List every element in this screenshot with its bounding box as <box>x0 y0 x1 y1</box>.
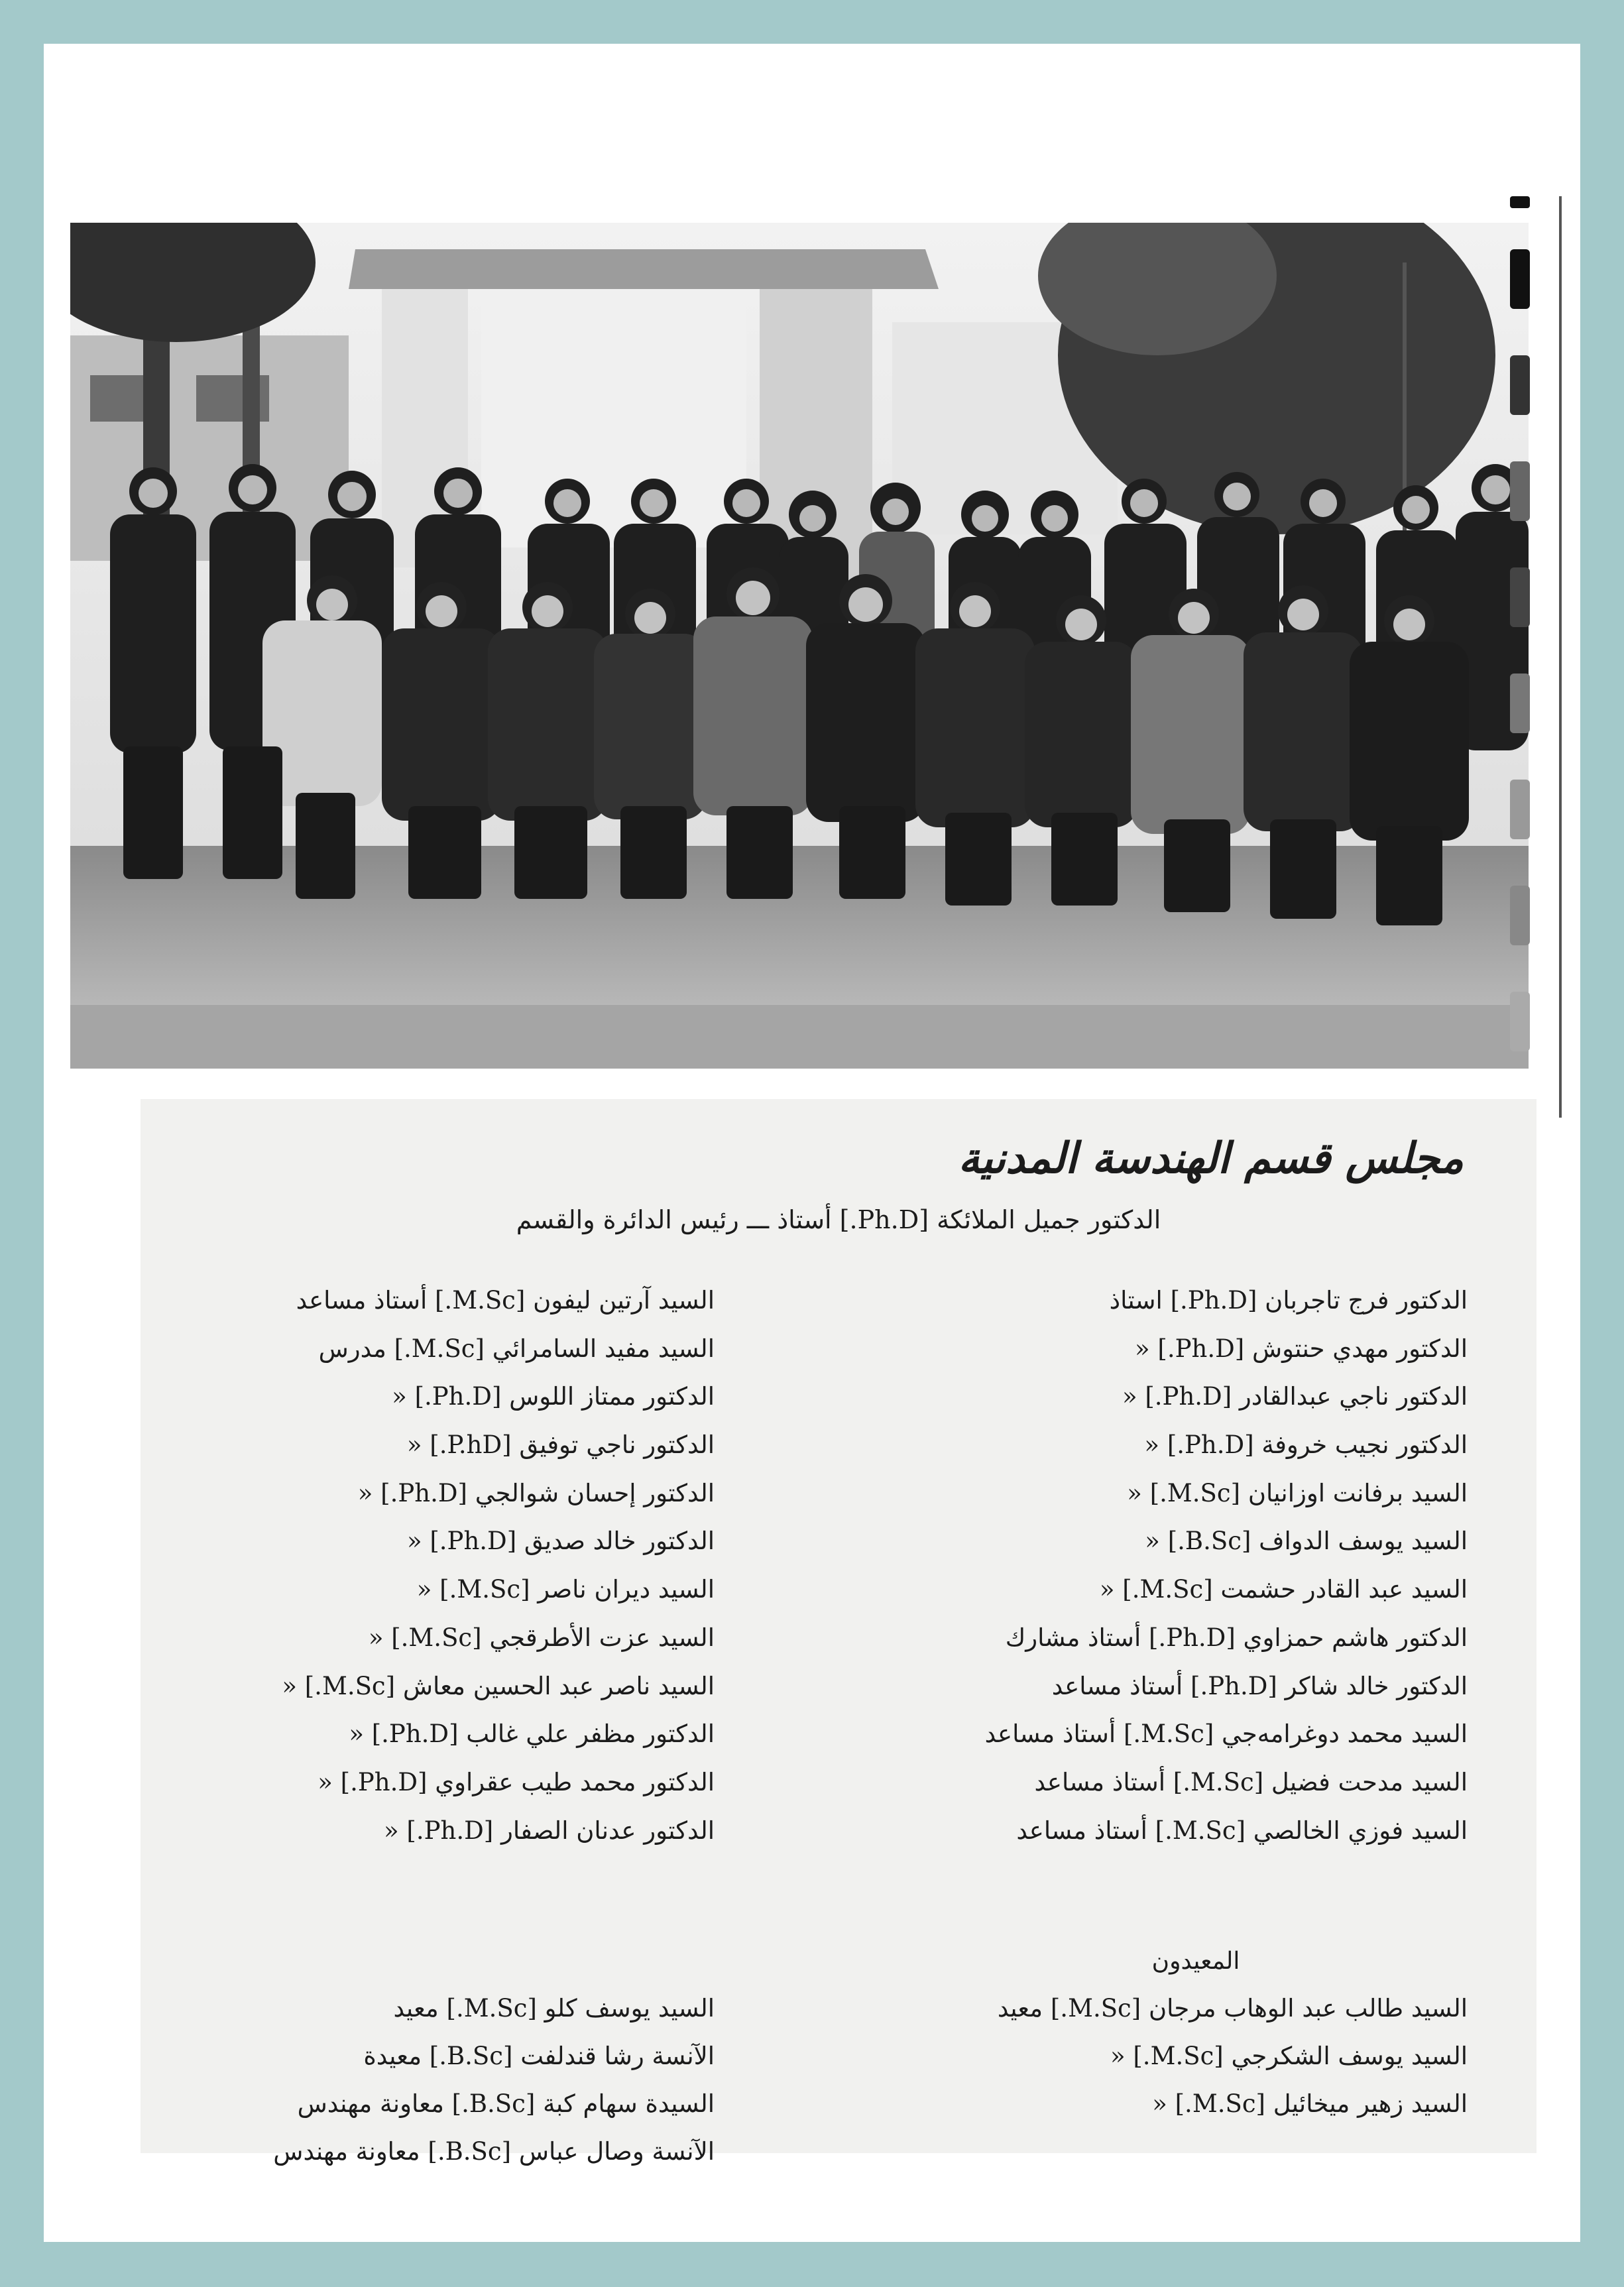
assistant-row: السيد يوسف كلو [M.Sc.] معيد <box>393 1994 715 2023</box>
member-row: السيد يوسف الدواف [B.Sc.] « <box>1145 1527 1468 1556</box>
assistant-row: الآنسة رشا قندلفت [B.Sc.] معيدة <box>363 2042 715 2070</box>
member-row: الدكتور فرج تاجربان [Ph.D.] استاذ <box>1109 1286 1468 1315</box>
assistants-right-column <box>805 1938 1468 2128</box>
member-row: الدكتور هاشم حمزاوي [Ph.D.] أستاذ مشارك <box>1005 1623 1468 1652</box>
member-row: السيد ناصر عبد الحسين معاش [M.Sc.] « <box>282 1671 715 1700</box>
page <box>44 44 1580 2242</box>
member-row: السيد فوزي الخالصي [M.Sc.] أستاذ مساعد <box>1016 1816 1468 1845</box>
assistants-heading: المعيدون <box>1151 1948 1240 1975</box>
member-row: الدكتور خالد صديق [Ph.D.] « <box>406 1527 715 1556</box>
film-edge-decoration <box>1494 196 1547 1138</box>
member-row: السيد ديران ناصر [M.Sc.] « <box>416 1575 715 1604</box>
member-row: الدكتور محمد طيب عقراوي [Ph.D.] « <box>318 1767 715 1796</box>
assistants-left-column <box>52 1985 715 2176</box>
member-row: السيد محمد دوغرامه‌جي [M.Sc.] أستاذ مساعد <box>984 1720 1468 1749</box>
member-row: السيد عزت الأطرقجي [M.Sc.] « <box>368 1623 715 1652</box>
member-row: الدكتور إحسان شوالجي [Ph.D.] « <box>357 1478 715 1507</box>
member-row: السيد مفيد السامرائي [M.Sc.] مدرس <box>318 1334 715 1363</box>
members-right-column <box>805 1277 1468 1855</box>
member-row: السيد آرتين ليفون [M.Sc.] أستاذ مساعد <box>296 1286 715 1315</box>
chair-line: الدكتور جميل الملائكة [Ph.D.] أستاذ ـــ رئيس الدائرة والقسم <box>516 1205 1161 1234</box>
group-photo <box>70 223 1529 1069</box>
assistant-row: السيد طالب عبد الوهاب مرجان [M.Sc.] معيد <box>997 1994 1468 2023</box>
assistant-row: السيد زهير ميخائيل [M.Sc.] « <box>1152 2089 1468 2118</box>
vertical-rule <box>1559 196 1562 1118</box>
member-row: الدكتور نجيب خروفة [Ph.D.] « <box>1144 1431 1468 1460</box>
member-row: الدكتور مهدي حنتوش [Ph.D.] « <box>1135 1334 1468 1363</box>
member-row: السيد عبد القادر حشمت [M.Sc.] « <box>1099 1575 1468 1604</box>
page-title: مجلس قسم الهندسة المدنية <box>958 1134 1464 1183</box>
assistant-row: السيد يوسف الشكرجي [M.Sc.] « <box>1110 2042 1468 2070</box>
member-row: السيد برفانت اوزانيان [M.Sc.] « <box>1127 1478 1468 1507</box>
member-row: الدكتور عدنان الصفار [Ph.D.] « <box>384 1816 715 1845</box>
member-row: الدكتور ناجي توفيق [P.hD.] « <box>406 1431 715 1460</box>
caption-panel <box>141 1099 1537 2166</box>
members-left-column <box>52 1277 715 1855</box>
member-row: الدكتور ناجي عبدالقادر [Ph.D.] « <box>1122 1382 1468 1411</box>
member-row: الدكتور مظفر علي غالب [Ph.D.] « <box>349 1720 715 1749</box>
member-row: الدكتور خالد شاكر [Ph.D.] أستاذ مساعد <box>1051 1671 1468 1700</box>
member-row: السيد مدحت فضيل [M.Sc.] أستاذ مساعد <box>1034 1767 1468 1796</box>
member-row: الدكتور ممتاز اللوس [Ph.D.] « <box>392 1382 715 1411</box>
assistant-row: الآنسة وصال عباس [B.Sc.] معاونة مهندس <box>273 2137 715 2166</box>
assistant-row: السيدة سهام كبة [B.Sc.] معاونة مهندس <box>297 2089 715 2118</box>
